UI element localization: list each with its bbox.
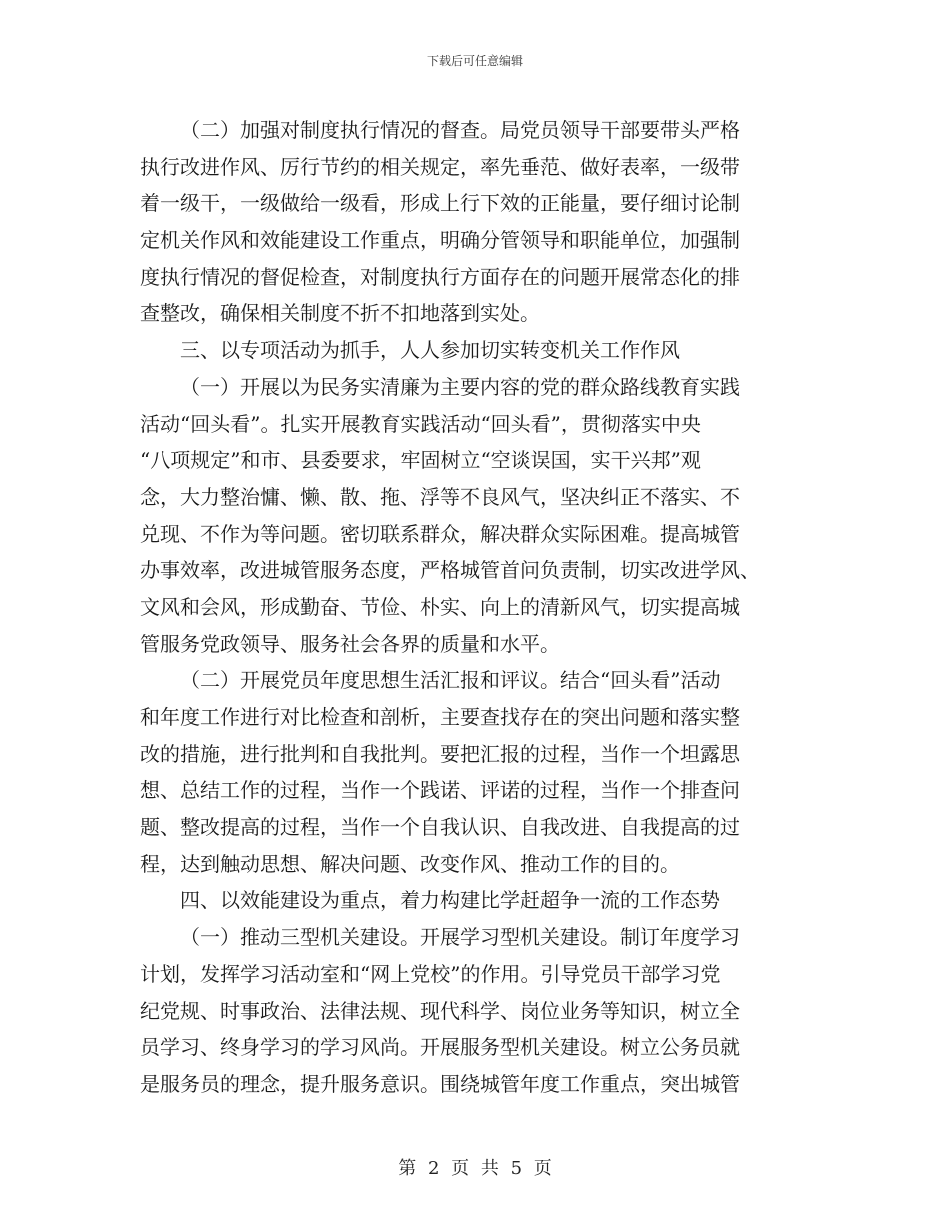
paragraph-line: 改的措施，进行批判和自我批判。要把汇报的过程，当作一个坦露思 xyxy=(140,741,740,766)
page-footer: 第 2 页 共 5 页 xyxy=(398,1158,552,1179)
paragraph-line: 是服务员的理念，提升服务意识。围绕城管年度工作重点，突出城管 xyxy=(140,1071,740,1096)
paragraph-line: 活动“回头看”。扎实开展教育实践活动“回头看”，贯彻落实中央 xyxy=(140,411,701,436)
paragraph-line: 执行改进作风、厉行节约的相关规定，率先垂范、做好表率，一级带 xyxy=(140,154,740,179)
paragraph-line: 和年度工作进行对比检查和剖析，主要查找存在的突出问题和落实整 xyxy=(140,705,740,729)
paragraph-line: 计划，发挥学习活动室和“网上党校”的作用。引导党员干部学习党 xyxy=(140,961,721,986)
section-heading: 四、以效能建设为重点，着力构建比学赶超争一流的工作态势 xyxy=(180,888,720,913)
paragraph-line: 想、总结工作的过程，当作一个践诺、评诺的过程，当作一个排查问 xyxy=(140,778,740,803)
page-header: 下载后可任意编辑 xyxy=(426,54,523,68)
section-heading: 三、以专项活动为抓手，人人参加切实转变机关工作作风 xyxy=(180,338,680,363)
paragraph-line: 题、整改提高的过程，当作一个自我认识、自我改进、自我提高的过 xyxy=(140,815,740,840)
paragraph-line: 定机关作风和效能建设工作重点，明确分管领导和职能单位，加强制 xyxy=(140,228,740,253)
paragraph-line: 念，大力整治慵、懒、散、拖、浮等不良风气，坚决纠正不落实、不 xyxy=(140,484,740,509)
paragraph-line: 查整改，确保相关制度不折不扣地落到实处。 xyxy=(140,301,540,326)
paragraph-line: （二）加强对制度执行情况的督查。局党员领导干部要带头严格 xyxy=(180,118,740,142)
paragraph-line: 纪党规、时事政治、法律法规、现代科学、岗位业务等知识，树立全 xyxy=(140,998,740,1023)
document-body xyxy=(140,112,810,1103)
paragraph-line: 文风和会风，形成勤奋、节俭、朴实、向上的清新风气，切实提高城 xyxy=(140,594,740,619)
paragraph-line: 着一级干，一级做给一级看，形成上行下效的正能量，要仔细讨论制 xyxy=(140,191,740,216)
paragraph-line: 办事效率，改进城管服务态度，严格城管首问负责制，切实改进学风、 xyxy=(140,558,760,583)
paragraph-line: 员学习、终身学习的学习风尚。开展服务型机关建设。树立公务员就 xyxy=(140,1035,740,1060)
paragraph-line: （二）开展党员年度思想生活汇报和评议。结合“回头看”活动 xyxy=(180,668,721,693)
paragraph-line: 度执行情况的督促检查，对制度执行方面存在的问题开展常态化的排 xyxy=(140,264,740,289)
paragraph-line: （一）开展以为民务实清廉为主要内容的党的群众路线教育实践 xyxy=(180,374,740,399)
paragraph-line: （一）推动三型机关建设。开展学习型机关建设。制订年度学习 xyxy=(180,925,740,950)
paragraph-line: 兑现、不作为等问题。密切联系群众，解决群众实际困难。提高城管 xyxy=(140,521,740,546)
paragraph-line: 管服务党政领导、服务社会各界的质量和水平。 xyxy=(140,631,560,656)
paragraph-line: 程，达到触动思想、解决问题、改变作风、推动工作的目的。 xyxy=(140,851,680,876)
paragraph-line: “八项规定”和市、县委要求，牢固树立“空谈误国，实干兴邦”观 xyxy=(140,448,701,473)
